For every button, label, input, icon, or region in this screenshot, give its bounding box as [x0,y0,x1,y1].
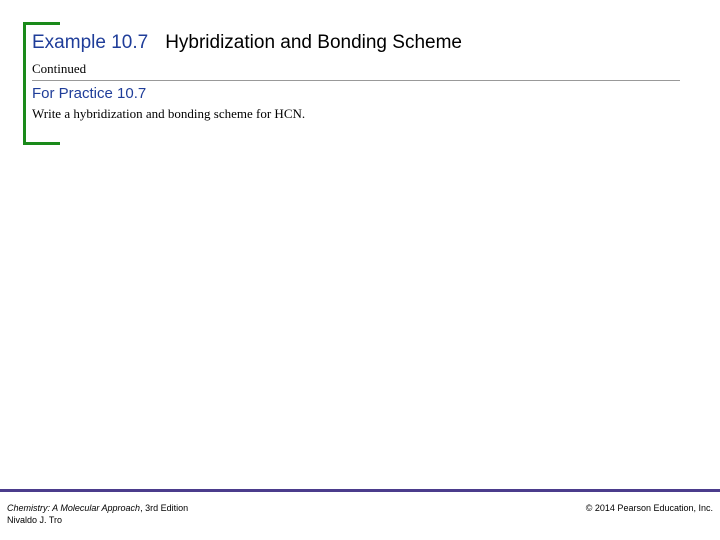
bracket-left-bar [23,22,26,145]
bracket-bottom-bar [23,142,60,145]
example-number: Example 10.7 [32,32,149,53]
footer-divider [0,489,720,492]
footer-citation [7,502,188,526]
continued-label: Continued [32,61,87,76]
footer-book-line [7,502,188,514]
practice-text: Write a hybridization and bonding scheme for HCN. [32,106,306,121]
footer-edition: , 3rd Edition [140,503,189,513]
practice-heading: For Practice 10.7 [32,85,147,102]
footer-author: Nivaldo J. Tro [7,515,63,525]
footer-book-title: Chemistry: A Molecular Approach [7,503,141,513]
footer-copyright: © 2014 Pearson Education, Inc. [585,503,713,513]
example-title: Hybridization and Bonding Scheme [165,32,462,53]
bracket-top-bar [23,22,60,25]
header-divider [32,80,680,81]
slide-title [32,31,462,55]
